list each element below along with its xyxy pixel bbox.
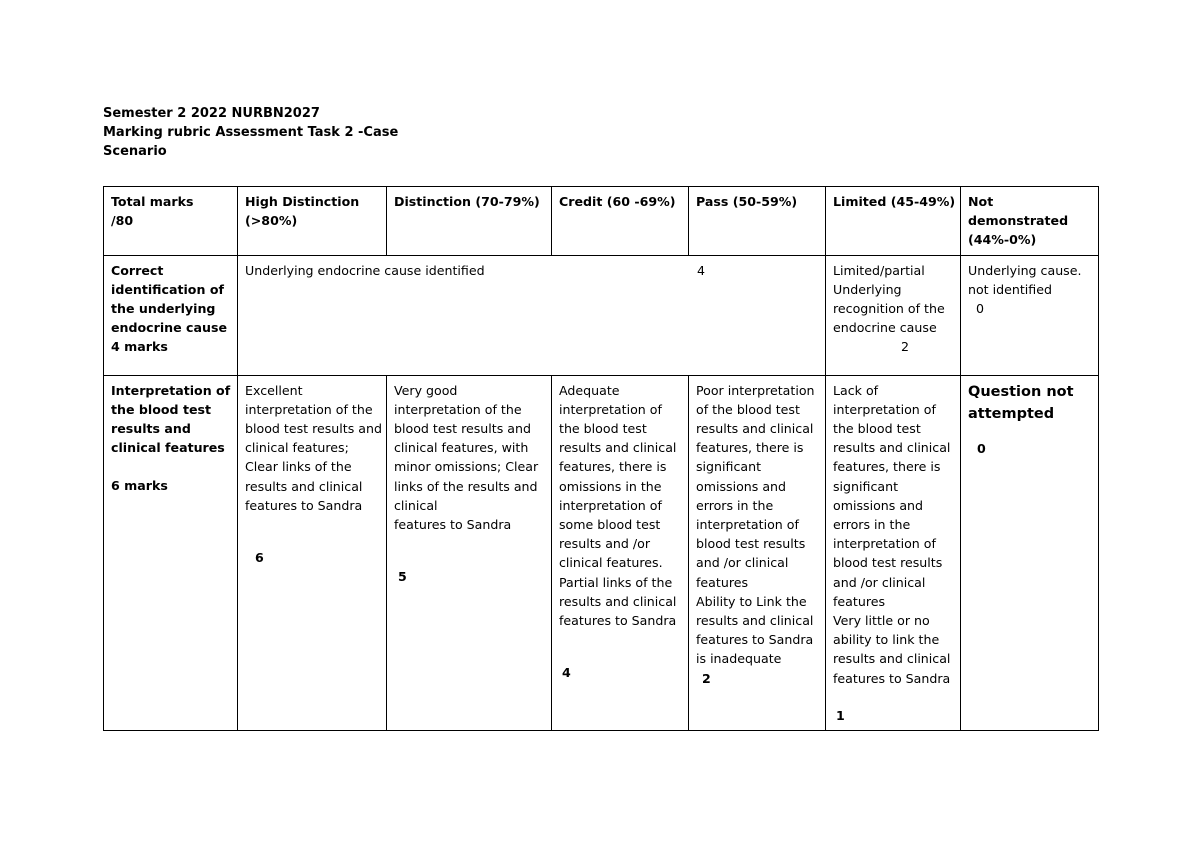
l-descriptor-cell [826, 375, 961, 730]
mark-value: 2 [901, 339, 910, 355]
criterion-blood-test-cell [104, 375, 238, 730]
mark-value: 4 [697, 262, 706, 278]
column-header-not-demonstrated: Not demonstrated (44%-0%) [961, 187, 1099, 256]
column-header-credit: Credit (60 -69%) [552, 187, 689, 256]
document-header [103, 104, 398, 161]
not-demonstrated-descriptor-cell [961, 255, 1099, 375]
descriptor-text: Limited/partial Underlying recognition of the endocrine cause [833, 262, 945, 336]
column-header-pass: Pass (50-59%) [689, 187, 826, 256]
limited-descriptor-cell [826, 255, 961, 375]
criterion-marks: 6 marks [111, 478, 168, 494]
descriptor-text: Excellent interpretation of the blood test results and clinical features; Clear links of the results and clinical features to Sandra [245, 382, 382, 513]
descriptor-text: Adequate interpretation of the blood test results and clinical features, there is omissions in the interpretation of some blood test results and /or clinical features. Partial links of the results and clinical features to Sandra [559, 382, 677, 629]
merged-descriptor-cell [238, 255, 826, 375]
descriptor-text: Lack of interpretation of the blood test results and clinical features, there is significant omissions and errors in the interpretation of blood test results and /or clinical features Very little or no ability to link the results and clinical features to Sandra [833, 382, 951, 686]
mark-value: 6 [255, 550, 264, 566]
column-header-total-marks: Total marks /80 [104, 187, 238, 256]
descriptor-text: Underlying endocrine cause identified [245, 262, 485, 278]
criterion-endocrine-cause: Correct identification of the underlying endocrine cause 4 marks [104, 255, 238, 375]
marking-rubric-table [103, 186, 1099, 731]
rubric-row-blood-test [104, 375, 1099, 730]
mark-value: 0 [977, 440, 986, 456]
hd-descriptor-cell [238, 375, 387, 730]
rubric-row-endocrine-cause [104, 255, 1099, 375]
mark-value: 2 [702, 670, 711, 686]
column-header-distinction: Distinction (70-79%) [387, 187, 552, 256]
column-header-limited: Limited (45-49%) [826, 187, 961, 256]
mark-value: 1 [836, 707, 845, 723]
descriptor-text: Underlying cause. not identified [968, 262, 1082, 297]
c-descriptor-cell [552, 375, 689, 730]
d-descriptor-cell [387, 375, 552, 730]
mark-value: 5 [398, 569, 407, 585]
header-rubric-title: Marking rubric Assessment Task 2 -Case [103, 125, 399, 140]
header-row [104, 187, 1099, 256]
descriptor-text: Poor interpretation of the blood test results and clinical features, there is significant omissions and errors in the interpretation of blood test results and /or clinical features Ability to Link the results and clinical features to Sandra is inadequate [696, 382, 815, 667]
header-scenario: Scenario [103, 144, 167, 159]
mark-value: 0 [976, 301, 985, 317]
header-semester: Semester 2 2022 NURBN2027 [103, 106, 320, 121]
mark-value: 4 [562, 665, 571, 681]
descriptor-text: Very good interpretation of the blood test results and clinical features, with minor omissions; Clear links of the results and clinical features to Sandra [394, 382, 539, 533]
criterion-blood-test: Interpretation of the blood test results and clinical features [111, 382, 231, 456]
question-not-attempted: Question not attempted [968, 383, 1074, 422]
p-descriptor-cell [689, 375, 826, 730]
column-header-high-distinction: High Distinction (>80%) [238, 187, 387, 256]
n-descriptor-cell [961, 375, 1099, 730]
